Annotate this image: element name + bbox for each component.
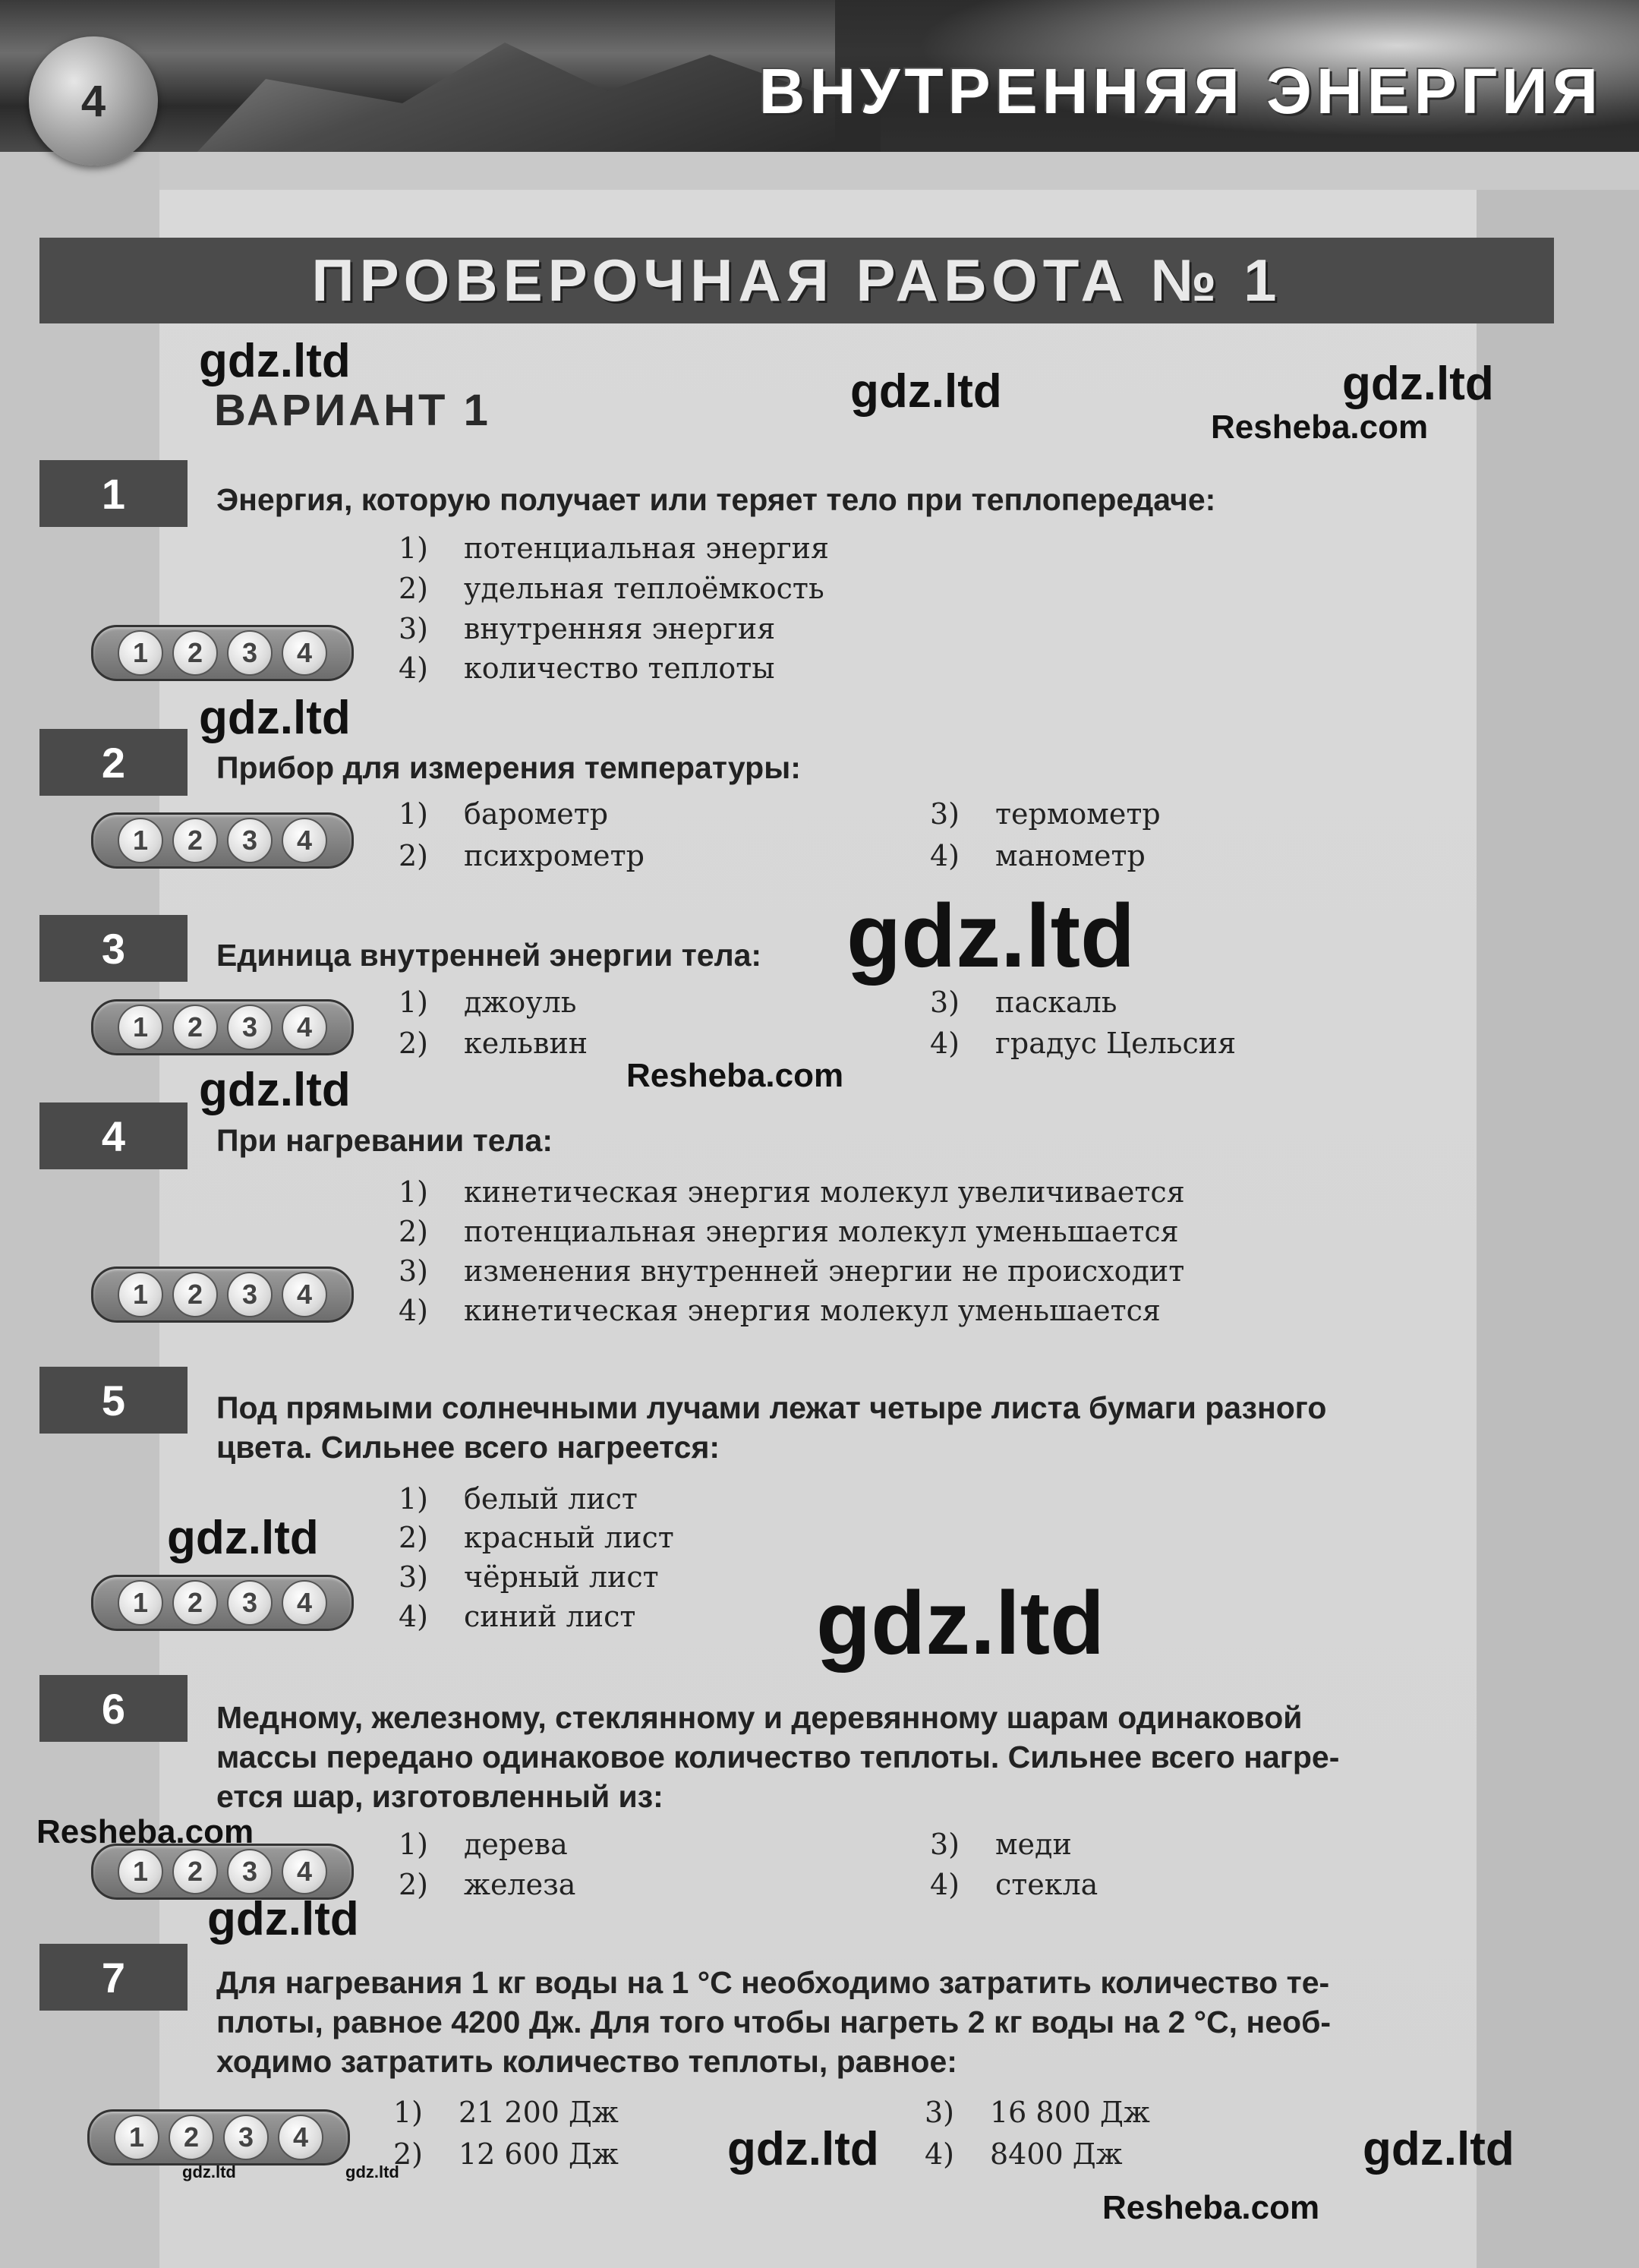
test-title-bar: [39, 238, 1554, 323]
answer-bubble-2[interactable]: 2: [172, 1272, 218, 1317]
answer-bubble-2[interactable]: 2: [172, 1580, 218, 1626]
watermark-gdz: gdz.ltd: [199, 692, 351, 744]
question-text-5: [216, 1388, 1552, 1467]
answer-bubble-4[interactable]: 4: [278, 2115, 323, 2160]
question-text-6-line-2: массы передано одинаковое количество теплоты. Сильнее всего нагре-: [216, 1740, 1340, 1774]
answer-bubble-4[interactable]: 4: [282, 818, 327, 863]
option-1-3: 3) внутренняя энергия: [399, 612, 776, 645]
test-title: ПРОВЕРОЧНАЯ РАБОТА № 1: [311, 247, 1282, 314]
option-3-4: 4) градус Цельсия: [930, 1027, 1237, 1060]
option-7-1: 1) 21 200 Дж: [393, 2096, 619, 2129]
watermark-gdz: gdz.ltd: [846, 886, 1136, 986]
watermark-resheba: Resheba.com: [36, 1813, 254, 1850]
question-number-5: 5: [39, 1367, 188, 1434]
answer-bubble-3[interactable]: 3: [227, 1005, 273, 1050]
answer-selector-4[interactable]: [91, 1266, 354, 1323]
question-text-2: Прибор для измерения температуры:: [216, 750, 801, 785]
answer-bubble-2[interactable]: 2: [169, 2115, 214, 2160]
watermark-gdz: gdz.ltd: [1363, 2123, 1514, 2175]
option-7-2: 2) 12 600 Дж: [393, 2137, 619, 2171]
answer-bubble-2[interactable]: 2: [172, 1005, 218, 1050]
answer-selector-2[interactable]: [91, 812, 354, 869]
question-text-5-line-2: цвета. Сильнее всего нагреется:: [216, 1430, 720, 1465]
watermark-resheba: Resheba.com: [626, 1057, 844, 1094]
question-text-3: Единица внутренней энергии тела:: [216, 938, 762, 973]
option-2-1: 1) барометр: [399, 797, 609, 831]
watermark-resheba: Resheba.com: [1211, 408, 1429, 446]
question-number-4: 4: [39, 1102, 188, 1169]
question-text-7-line-1: Для нагревания 1 кг воды на 1 °С необходимо затратить количество те-: [216, 1965, 1330, 2000]
option-7-4: 4) 8400 Дж: [925, 2137, 1123, 2171]
watermark-gdz: gdz.ltd: [207, 1893, 359, 1945]
question-text-4: При нагревании тела:: [216, 1123, 553, 1158]
watermark-gdz: gdz.ltd: [167, 1512, 319, 1564]
answer-bubble-1[interactable]: 1: [118, 630, 163, 676]
watermark-gdz: gdz.ltd: [199, 335, 351, 387]
question-number-6: 6: [39, 1675, 188, 1742]
answer-bubble-1[interactable]: 1: [118, 1005, 163, 1050]
question-text-7-line-2: плоты, равное 4200 Дж. Для того чтобы нагреть 2 кг воды на 2 °С, необ-: [216, 2005, 1332, 2039]
variant-heading: ВАРИАНТ 1: [214, 386, 491, 435]
watermark-resheba: Resheba.com: [1102, 2189, 1320, 2226]
option-4-1: 1) кинетическая энергия молекул увеличивается: [399, 1175, 1185, 1209]
answer-bubble-3[interactable]: 3: [227, 1849, 273, 1894]
answer-bubble-1[interactable]: 1: [118, 1580, 163, 1626]
question-number-1: 1: [39, 460, 188, 527]
option-6-4: 4) стекла: [930, 1868, 1098, 1901]
answer-selector-6[interactable]: [91, 1844, 354, 1900]
answer-bubble-4[interactable]: 4: [282, 630, 327, 676]
answer-bubble-2[interactable]: 2: [172, 818, 218, 863]
option-5-3: 3) чёрный лист: [399, 1560, 659, 1594]
watermark-gdz: gdz.ltd: [727, 2123, 879, 2175]
answer-bubble-3[interactable]: 3: [227, 1580, 273, 1626]
header-banner: [0, 0, 1639, 152]
answer-bubble-3[interactable]: 3: [227, 630, 273, 676]
question-text-7-line-3: ходимо затратить количество теплоты, равное:: [216, 2044, 957, 2079]
question-text-7: [216, 1963, 1552, 2081]
option-6-3: 3) меди: [930, 1828, 1072, 1861]
page-number-badge: 4: [29, 36, 158, 166]
answer-selector-3[interactable]: [91, 999, 354, 1055]
answer-bubble-4[interactable]: 4: [282, 1580, 327, 1626]
option-4-3: 3) изменения внутренней энергии не происходит: [399, 1254, 1185, 1288]
answer-bubble-4[interactable]: 4: [282, 1849, 327, 1894]
option-5-1: 1) белый лист: [399, 1482, 638, 1516]
option-2-2: 2) психрометр: [399, 839, 645, 872]
option-3-1: 1) джоуль: [399, 986, 577, 1019]
answer-bubble-1[interactable]: 1: [114, 2115, 159, 2160]
answer-bubble-4[interactable]: 4: [282, 1272, 327, 1317]
question-text-1: Энергия, которую получает или теряет тело при теплопередаче:: [216, 482, 1216, 517]
question-number-7: 7: [39, 1944, 188, 2011]
question-text-5-line-1: Под прямыми солнечными лучами лежат четыре листа бумаги разного: [216, 1390, 1327, 1425]
answer-selector-7[interactable]: [87, 2109, 350, 2165]
answer-bubble-2[interactable]: 2: [172, 630, 218, 676]
watermark-gdz: gdz.ltd: [850, 365, 1002, 418]
answer-selector-5[interactable]: [91, 1575, 354, 1631]
watermark-gdz-small: gdz.ltd: [182, 2162, 236, 2181]
answer-bubble-1[interactable]: 1: [118, 1272, 163, 1317]
question-text-6-line-1: Медному, железному, стеклянному и деревянному шарам одинаковой: [216, 1700, 1303, 1735]
option-1-1: 1) потенциальная энергия: [399, 532, 829, 565]
question-number-3: 3: [39, 915, 188, 982]
option-5-4: 4) синий лист: [399, 1600, 636, 1633]
answer-bubble-2[interactable]: 2: [172, 1849, 218, 1894]
option-4-2: 2) потенциальная энергия молекул уменьшается: [399, 1215, 1179, 1248]
answer-bubble-3[interactable]: 3: [227, 818, 273, 863]
section-title: ВНУТРЕННЯЯ ЭНЕРГИЯ: [758, 55, 1603, 127]
option-1-4: 4) количество теплоты: [399, 651, 775, 685]
option-4-4: 4) кинетическая энергия молекул уменьшается: [399, 1294, 1161, 1327]
answer-bubble-3[interactable]: 3: [227, 1272, 273, 1317]
question-text-6-line-3: ется шар, изготовленный из:: [216, 1779, 663, 1814]
watermark-gdz: gdz.ltd: [199, 1064, 351, 1116]
option-3-3: 3) паскаль: [930, 986, 1117, 1019]
option-2-3: 3) термометр: [930, 797, 1161, 831]
answer-bubble-1[interactable]: 1: [118, 1849, 163, 1894]
option-6-1: 1) дерева: [399, 1828, 568, 1861]
watermark-gdz: gdz.ltd: [816, 1573, 1105, 1673]
option-1-2: 2) удельная теплоёмкость: [399, 572, 824, 605]
answer-bubble-4[interactable]: 4: [282, 1005, 327, 1050]
answer-bubble-3[interactable]: 3: [223, 2115, 269, 2160]
option-2-4: 4) манометр: [930, 839, 1146, 872]
option-7-3: 3) 16 800 Дж: [925, 2096, 1150, 2129]
answer-selector-1[interactable]: [91, 625, 354, 681]
answer-bubble-1[interactable]: 1: [118, 818, 163, 863]
option-3-2: 2) кельвин: [399, 1027, 588, 1060]
watermark-gdz: gdz.ltd: [1342, 358, 1494, 410]
question-number-2: 2: [39, 729, 188, 796]
option-6-2: 2) железа: [399, 1868, 576, 1901]
watermark-gdz-small: gdz.ltd: [345, 2162, 399, 2181]
question-text-6: [216, 1698, 1552, 1816]
option-5-2: 2) красный лист: [399, 1521, 674, 1554]
